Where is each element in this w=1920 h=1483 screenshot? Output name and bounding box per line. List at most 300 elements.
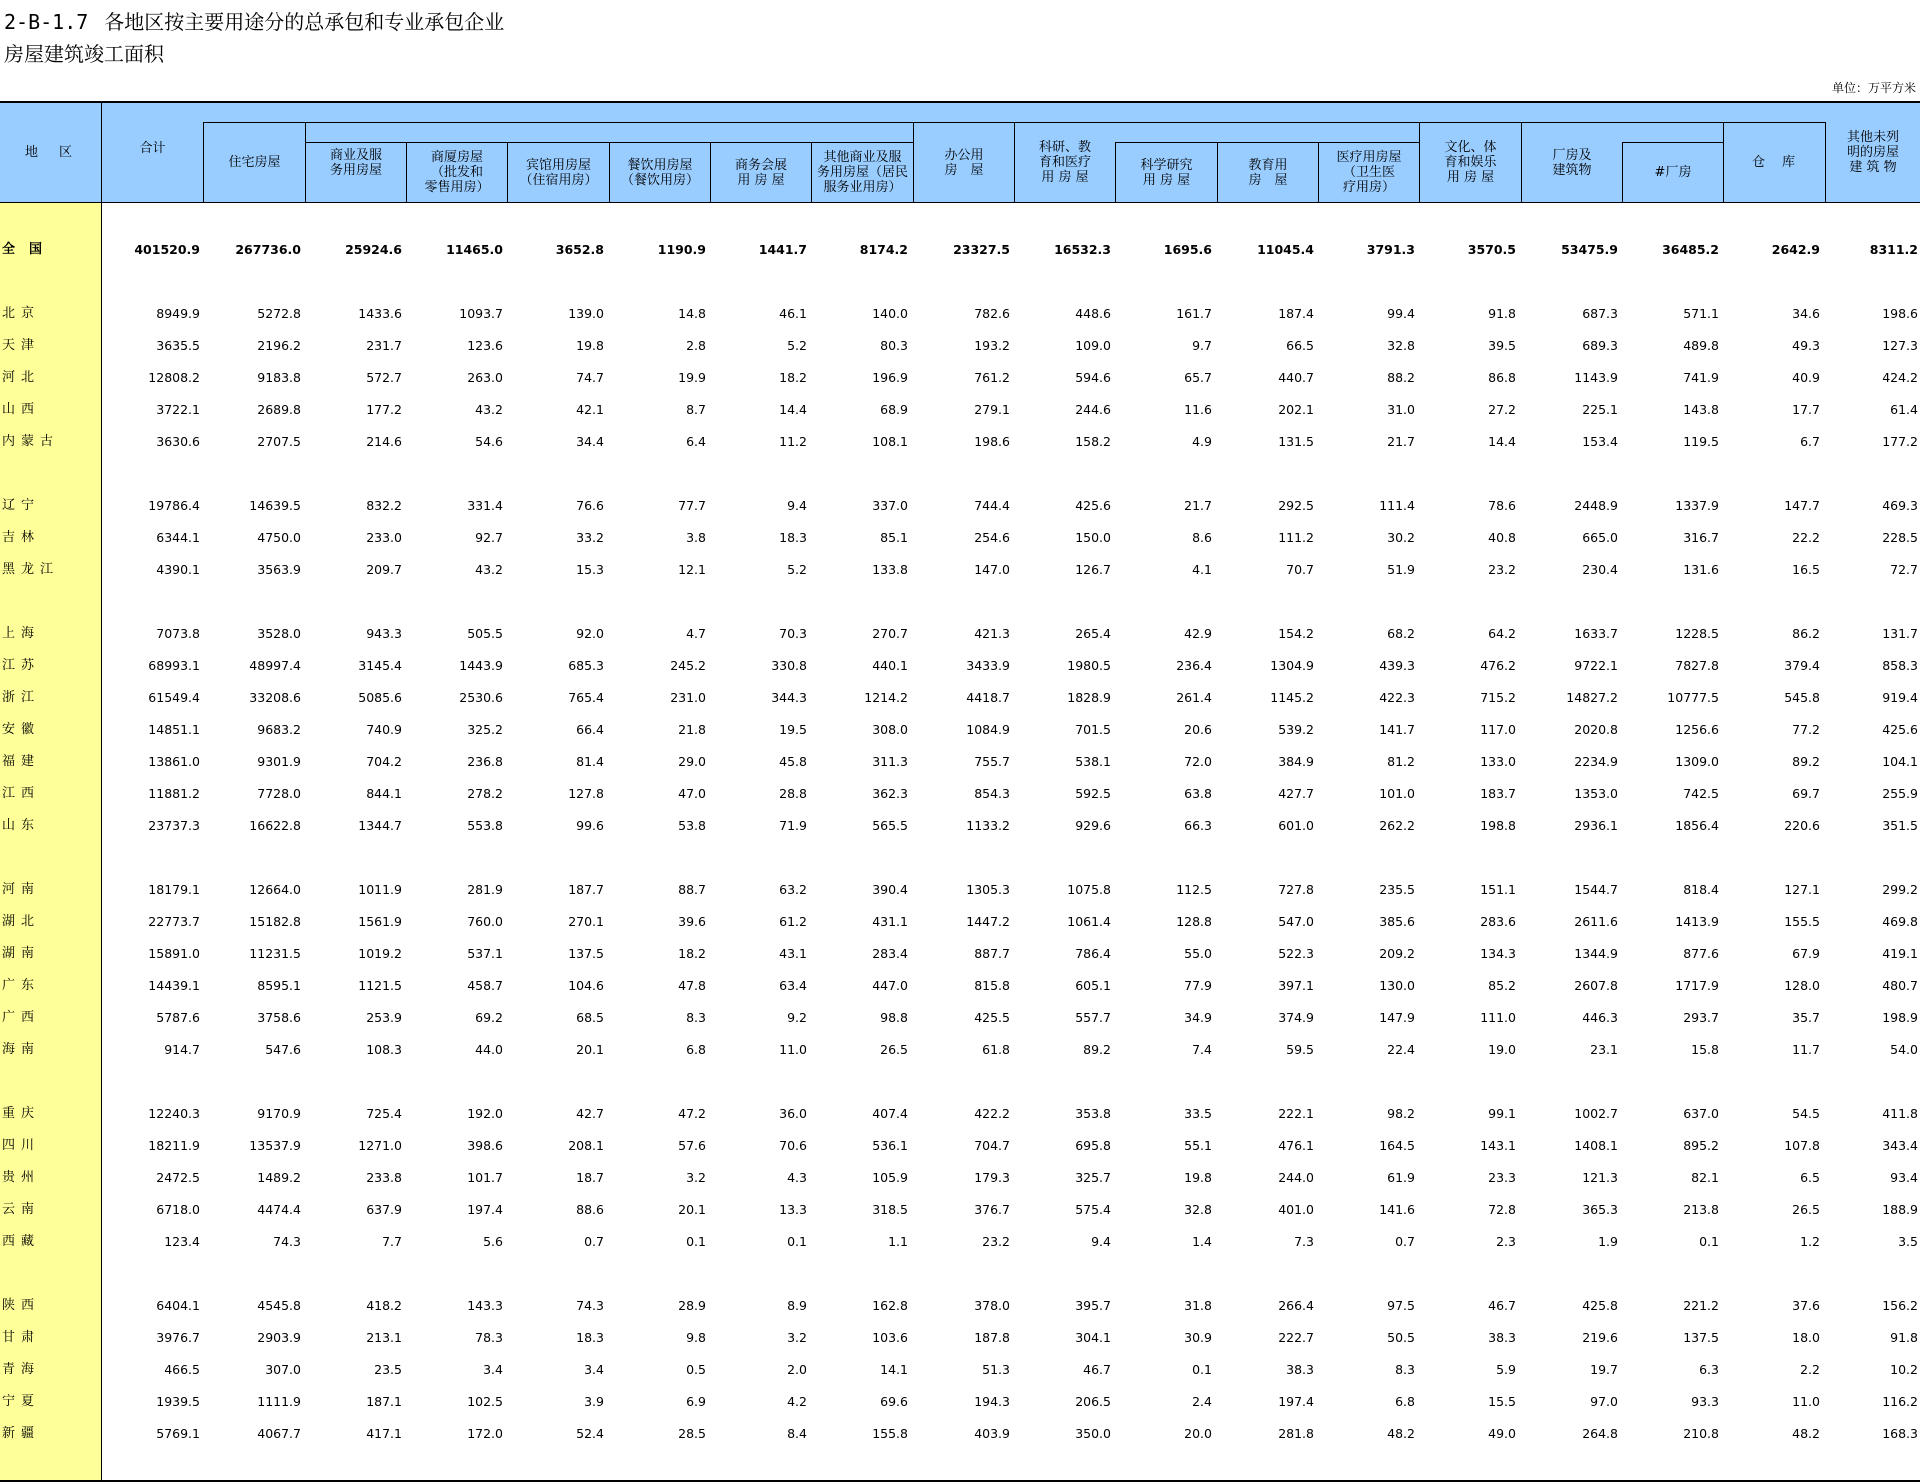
table-cell: 150.0 (1075, 530, 1111, 545)
table-cell: 11231.5 (249, 946, 301, 961)
table-cell: 74.3 (273, 1234, 301, 1249)
table-cell: 5787.6 (156, 1010, 200, 1025)
table-cell: 198.8 (1480, 818, 1516, 833)
table-cell: 147.9 (1379, 1010, 1415, 1025)
table-cell: 4474.4 (257, 1202, 301, 1217)
table-cell: 12664.0 (249, 882, 301, 897)
table-cell: 422.3 (1379, 690, 1415, 705)
table-cell: 101.0 (1379, 786, 1415, 801)
table-cell: 36.0 (779, 1106, 807, 1121)
table-cell: 43.2 (475, 562, 503, 577)
table-cell: 397.1 (1278, 978, 1314, 993)
table-cell: 39.6 (678, 914, 706, 929)
table-cell: 0.1 (686, 1234, 706, 1249)
header-sci-edu-med: 科研、教 育和医疗 用 房 屋 (1038, 140, 1091, 185)
table-cell: 20.1 (576, 1042, 604, 1057)
table-cell: 2642.9 (1771, 242, 1820, 257)
table-cell: 4.1 (1192, 562, 1212, 577)
table-cell: 139.0 (568, 306, 604, 321)
table-cell: 33208.6 (249, 690, 301, 705)
table-cell: 411.8 (1882, 1106, 1918, 1121)
table-cell: 36485.2 (1662, 242, 1719, 257)
region-label: 吉林 (2, 530, 41, 545)
table-cell: 447.0 (872, 978, 908, 993)
table-cell: 1.4 (1192, 1234, 1212, 1249)
table-cell: 5085.6 (358, 690, 402, 705)
table-cell: 704.2 (366, 754, 402, 769)
table-cell: 131.7 (1882, 626, 1918, 641)
table-cell: 279.1 (974, 402, 1010, 417)
table-cell: 1190.9 (657, 242, 706, 257)
table-cell: 198.6 (974, 434, 1010, 449)
table-cell: 47.2 (678, 1106, 706, 1121)
region-label: 河北 (2, 370, 41, 385)
table-cell: 206.5 (1075, 1394, 1111, 1409)
table-cell: 42.9 (1184, 626, 1212, 641)
table-cell: 2689.8 (257, 402, 301, 417)
header-warehouse: 仓 库 (1751, 155, 1797, 170)
table-cell: 744.4 (974, 498, 1010, 513)
table-cell: 0.5 (686, 1362, 706, 1377)
table-cell: 123.4 (164, 1234, 200, 1249)
table-cell: 316.7 (1683, 530, 1719, 545)
table-cell: 14.4 (1488, 434, 1516, 449)
table-cell: 6.5 (1800, 1170, 1820, 1185)
title-line-1: 各地区按主要用途分的总承包和专业承包企业 (104, 10, 505, 34)
table-cell: 446.3 (1582, 1010, 1618, 1025)
table-cell: 18.2 (678, 946, 706, 961)
table-cell: 7073.8 (156, 626, 200, 641)
table-cell: 35.7 (1792, 1010, 1820, 1025)
header-commercial-sub-1: 商厦房屋 （批发和 零售用房） (424, 150, 490, 195)
region-label: 云南 (2, 1202, 41, 1217)
table-cell: 11.7 (1792, 1042, 1820, 1057)
table-cell: 318.5 (872, 1202, 908, 1217)
table-cell: 89.2 (1792, 754, 1820, 769)
table-cell: 1228.5 (1675, 626, 1719, 641)
table-cell: 46.1 (779, 306, 807, 321)
table-cell: 61549.4 (148, 690, 200, 705)
table-cell: 26.5 (880, 1042, 908, 1057)
table-cell: 262.2 (1379, 818, 1415, 833)
table-cell: 6.8 (1395, 1394, 1415, 1409)
table-cell: 133.8 (872, 562, 908, 577)
table-cell: 117.0 (1480, 722, 1516, 737)
region-label: 重庆 (2, 1106, 41, 1121)
table-cell: 225.1 (1582, 402, 1618, 417)
table-cell: 40.8 (1488, 530, 1516, 545)
table-cell: 2234.9 (1574, 754, 1618, 769)
table-cell: 14439.1 (148, 978, 200, 993)
table-cell: 104.1 (1882, 754, 1918, 769)
table-cell: 379.4 (1784, 658, 1820, 673)
table-cell: 390.4 (872, 882, 908, 897)
table-cell: 760.0 (467, 914, 503, 929)
table-cell: 2.2 (1800, 1362, 1820, 1377)
table-cell: 0.1 (1699, 1234, 1719, 1249)
table-cell: 103.6 (872, 1330, 908, 1345)
table-cell: 70.6 (779, 1138, 807, 1153)
table-cell: 19.0 (1488, 1042, 1516, 1057)
header-sem-sub-3: 医疗用房屋 （卫生医 疗用房） (1336, 150, 1402, 195)
table-cell: 3563.9 (257, 562, 301, 577)
table-cell: 3635.5 (156, 338, 200, 353)
table-cell: 440.7 (1278, 370, 1314, 385)
table-cell: 20.0 (1184, 1426, 1212, 1441)
table-cell: 245.2 (670, 658, 706, 673)
table-cell: 422.2 (974, 1106, 1010, 1121)
table-cell: 343.4 (1882, 1138, 1918, 1153)
table-cell: 283.6 (1480, 914, 1516, 929)
table-cell: 108.3 (366, 1042, 402, 1057)
table-cell: 3.9 (584, 1394, 604, 1409)
region-label: 江苏 (2, 658, 41, 673)
table-cell: 536.1 (872, 1138, 908, 1153)
table-cell: 5769.1 (156, 1426, 200, 1441)
table-cell: 156.2 (1882, 1298, 1918, 1313)
table-cell: 401520.9 (134, 242, 200, 257)
table-cell: 82.1 (1691, 1170, 1719, 1185)
table-cell: 32.8 (1184, 1202, 1212, 1217)
header-commercial-sub-2: 宾馆用房屋 （住宿用房） (519, 157, 598, 188)
table-cell: 4.7 (686, 626, 706, 641)
table-cell: 188.9 (1882, 1202, 1918, 1217)
table-cell: 23.1 (1590, 1042, 1618, 1057)
table-cell: 65.7 (1184, 370, 1212, 385)
table-cell: 1353.0 (1574, 786, 1618, 801)
table-cell: 21.7 (1184, 498, 1212, 513)
table-cell: 15891.0 (148, 946, 200, 961)
table-cell: 38.3 (1488, 1330, 1516, 1345)
table-cell: 466.5 (164, 1362, 200, 1377)
table-cell: 15.3 (576, 562, 604, 577)
table-cell: 49.0 (1488, 1426, 1516, 1441)
table-cell: 2.3 (1496, 1234, 1516, 1249)
table-cell: 350.0 (1075, 1426, 1111, 1441)
table-cell: 111.2 (1278, 530, 1314, 545)
table-cell: 214.6 (366, 434, 402, 449)
table-cell: 565.5 (872, 818, 908, 833)
table-cell: 23327.5 (953, 242, 1010, 257)
table-cell: 236.8 (467, 754, 503, 769)
table-cell: 1214.2 (864, 690, 908, 705)
table-cell: 725.4 (366, 1106, 402, 1121)
table-cell: 365.3 (1582, 1202, 1618, 1217)
table-cell: 26.5 (1792, 1202, 1820, 1217)
table-cell: 270.7 (872, 626, 908, 641)
region-label: 黑龙江 (2, 562, 60, 577)
table-cell: 68.5 (576, 1010, 604, 1025)
table-cell: 2530.6 (459, 690, 503, 705)
table-cell: 140.0 (872, 306, 908, 321)
table-cell: 92.7 (475, 530, 503, 545)
table-cell: 3.2 (787, 1330, 807, 1345)
table-cell: 63.4 (779, 978, 807, 993)
table-cell: 88.6 (576, 1202, 604, 1217)
table-cell: 2020.8 (1574, 722, 1618, 737)
table-cell: 4.9 (1192, 434, 1212, 449)
table-cell: 219.6 (1582, 1330, 1618, 1345)
table-cell: 104.6 (568, 978, 604, 993)
table-cell: 1133.2 (966, 818, 1010, 833)
table-cell: 786.4 (1075, 946, 1111, 961)
table-cell: 19786.4 (148, 498, 200, 513)
table-cell: 102.5 (467, 1394, 503, 1409)
header-factory: 厂房及 建筑物 (1552, 147, 1592, 178)
table-cell: 76.6 (576, 498, 604, 513)
table-cell: 68.9 (880, 402, 908, 417)
table-cell: 384.9 (1278, 754, 1314, 769)
table-cell: 99.4 (1387, 306, 1415, 321)
table-cell: 19.7 (1590, 1362, 1618, 1377)
table-cell: 23.2 (982, 1234, 1010, 1249)
table-cell: 1002.7 (1574, 1106, 1618, 1121)
table-cell: 919.4 (1882, 690, 1918, 705)
table-cell: 69.7 (1792, 786, 1820, 801)
table-cell: 1980.5 (1067, 658, 1111, 673)
table-cell: 1121.5 (358, 978, 402, 993)
table-cell: 1309.0 (1675, 754, 1719, 769)
table-cell: 1111.9 (257, 1394, 301, 1409)
region-column-rule (101, 103, 102, 1480)
table-cell: 11881.2 (148, 786, 200, 801)
table-cell: 91.8 (1890, 1330, 1918, 1345)
table-cell: 147.0 (974, 562, 1010, 577)
table-cell: 77.2 (1792, 722, 1820, 737)
table-cell: 14827.2 (1566, 690, 1618, 705)
table-cell: 440.1 (872, 658, 908, 673)
unit-label: 单位：万平方米 (1831, 81, 1916, 95)
table-cell: 187.7 (568, 882, 604, 897)
table-cell: 7728.0 (257, 786, 301, 801)
table-cell: 11.0 (1792, 1394, 1820, 1409)
table-cell: 385.6 (1379, 914, 1415, 929)
table-cell: 1.1 (888, 1234, 908, 1249)
table-cell: 637.9 (366, 1202, 402, 1217)
table-cell: 266.4 (1278, 1298, 1314, 1313)
table-cell: 547.6 (265, 1042, 301, 1057)
table-cell: 236.4 (1176, 658, 1212, 673)
table-cell: 4067.7 (257, 1426, 301, 1441)
table-cell: 81.4 (576, 754, 604, 769)
table-cell: 592.5 (1075, 786, 1111, 801)
table-cell: 1.2 (1800, 1234, 1820, 1249)
table-cell: 9.2 (787, 1010, 807, 1025)
table-cell: 8595.1 (257, 978, 301, 993)
table-cell: 98.2 (1387, 1106, 1415, 1121)
table-cell: 261.4 (1176, 690, 1212, 705)
table-cell: 895.2 (1683, 1138, 1719, 1153)
table-cell: 72.8 (1488, 1202, 1516, 1217)
table-cell: 51.3 (982, 1362, 1010, 1377)
table-cell: 3652.8 (555, 242, 604, 257)
table-cell: 111.0 (1480, 1010, 1516, 1025)
table-cell: 107.8 (1784, 1138, 1820, 1153)
table-cell: 34.9 (1184, 1010, 1212, 1025)
table-cell: 39.5 (1488, 338, 1516, 353)
table-cell: 4390.1 (156, 562, 200, 577)
table-cell: 54.5 (1792, 1106, 1820, 1121)
table-cell: 4545.8 (257, 1298, 301, 1313)
table-cell: 210.8 (1683, 1426, 1719, 1441)
table-cell: 50.5 (1387, 1330, 1415, 1345)
table-cell: 43.1 (779, 946, 807, 961)
table-cell: 72.7 (1890, 562, 1918, 577)
table-cell: 1695.6 (1163, 242, 1212, 257)
table-cell: 61.4 (1890, 402, 1918, 417)
table-cell: 308.0 (872, 722, 908, 737)
table-cell: 20.6 (1184, 722, 1212, 737)
table-cell: 18.3 (779, 530, 807, 545)
region-label: 上海 (2, 626, 41, 641)
table-cell: 2.8 (686, 338, 706, 353)
table-cell: 14851.1 (148, 722, 200, 737)
table-cell: 177.2 (1882, 434, 1918, 449)
header-sem-sub-1: 科学研究 用 房 屋 (1140, 157, 1193, 188)
table-cell: 49.3 (1792, 338, 1820, 353)
table-cell: 425.5 (974, 1010, 1010, 1025)
table-cell: 12808.2 (148, 370, 200, 385)
table-cell: 9.4 (787, 498, 807, 513)
table-cell: 431.1 (872, 914, 908, 929)
table-cell: 14.1 (880, 1362, 908, 1377)
table-cell: 121.3 (1582, 1170, 1618, 1185)
page-subtitle: 房屋建筑竣工面积 (4, 42, 164, 66)
table-cell: 1337.9 (1675, 498, 1719, 513)
table-cell: 72.0 (1184, 754, 1212, 769)
table-cell: 196.9 (872, 370, 908, 385)
table-cell: 887.7 (974, 946, 1010, 961)
table-cell: 6.7 (1800, 434, 1820, 449)
table-cell: 13537.9 (249, 1138, 301, 1153)
table-cell: 17.7 (1792, 402, 1820, 417)
table-cell: 4750.0 (257, 530, 301, 545)
table-cell: 376.7 (974, 1202, 1010, 1217)
table-cell: 594.6 (1075, 370, 1111, 385)
table-cell: 5.9 (1496, 1362, 1516, 1377)
table-cell: 18.2 (779, 370, 807, 385)
table-cell: 78.3 (475, 1330, 503, 1345)
table-cell: 858.3 (1882, 658, 1918, 673)
table-cell: 9.8 (686, 1330, 706, 1345)
table-cell: 137.5 (568, 946, 604, 961)
table-cell: 6344.1 (156, 530, 200, 545)
table-cell: 11.0 (779, 1042, 807, 1057)
table-cell: 2472.5 (156, 1170, 200, 1185)
table-cell: 3145.4 (358, 658, 402, 673)
table-cell: 3.4 (483, 1362, 503, 1377)
table-cell: 55.1 (1184, 1138, 1212, 1153)
table-cell: 131.5 (1278, 434, 1314, 449)
region-label: 新疆 (2, 1426, 41, 1441)
table-cell: 51.9 (1387, 562, 1415, 577)
table-code: 2-B-1.7 (4, 10, 89, 34)
table-cell: 22.2 (1792, 530, 1820, 545)
region-label: 宁夏 (2, 1394, 41, 1409)
table-cell: 1093.7 (459, 306, 503, 321)
region-label: 河南 (2, 882, 41, 897)
table-cell: 61.2 (779, 914, 807, 929)
table-cell: 202.1 (1278, 402, 1314, 417)
table-cell: 128.8 (1176, 914, 1212, 929)
table-cell: 222.7 (1278, 1330, 1314, 1345)
table-cell: 133.0 (1480, 754, 1516, 769)
table-cell: 85.2 (1488, 978, 1516, 993)
table-cell: 1441.7 (758, 242, 807, 257)
table-cell: 283.4 (872, 946, 908, 961)
table-cell: 5.2 (787, 562, 807, 577)
table-cell: 1489.2 (257, 1170, 301, 1185)
table-cell: 3.4 (584, 1362, 604, 1377)
table-cell: 88.2 (1387, 370, 1415, 385)
table-cell: 70.3 (779, 626, 807, 641)
table-cell: 1143.9 (1574, 370, 1618, 385)
table-cell: 28.8 (779, 786, 807, 801)
table-cell: 398.6 (467, 1138, 503, 1153)
table-cell: 22773.7 (148, 914, 200, 929)
table-cell: 32.8 (1387, 338, 1415, 353)
table-cell: 233.0 (366, 530, 402, 545)
table-cell: 425.6 (1075, 498, 1111, 513)
table-cell: 74.3 (576, 1298, 604, 1313)
header-commercial-sub-4: 商务会展 用 房 屋 (734, 157, 787, 188)
table-cell: 877.6 (1683, 946, 1719, 961)
table-cell: 213.1 (366, 1330, 402, 1345)
table-cell: 13861.0 (148, 754, 200, 769)
table-cell: 2.4 (1192, 1394, 1212, 1409)
table-cell: 89.2 (1083, 1042, 1111, 1057)
table-cell: 221.2 (1683, 1298, 1719, 1313)
table-cell: 4.3 (787, 1170, 807, 1185)
table-cell: 3570.5 (1467, 242, 1516, 257)
table-cell: 5.2 (787, 338, 807, 353)
header-factory-sub: #厂房 (1654, 165, 1692, 180)
region-label: 海南 (2, 1042, 41, 1057)
table-cell: 439.3 (1379, 658, 1415, 673)
table-cell: 353.8 (1075, 1106, 1111, 1121)
table-cell: 1633.7 (1574, 626, 1618, 641)
table-cell: 253.9 (366, 1010, 402, 1025)
table-cell: 222.1 (1278, 1106, 1314, 1121)
table-cell: 42.1 (576, 402, 604, 417)
table-cell: 183.7 (1480, 786, 1516, 801)
table-cell: 1344.7 (358, 818, 402, 833)
region-label: 天津 (2, 338, 41, 353)
table-cell: 71.9 (779, 818, 807, 833)
table-cell: 28.5 (678, 1426, 706, 1441)
table-cell: 31.0 (1387, 402, 1415, 417)
table-cell: 263.0 (467, 370, 503, 385)
table-cell: 469.3 (1882, 498, 1918, 513)
table-cell: 421.3 (974, 626, 1010, 641)
table-cell: 6.8 (686, 1042, 706, 1057)
table-cell: 77.9 (1184, 978, 1212, 993)
table-cell: 1084.9 (966, 722, 1010, 737)
region-label: 甘肃 (2, 1330, 41, 1345)
table-cell: 1061.4 (1067, 914, 1111, 929)
table-cell: 7.4 (1192, 1042, 1212, 1057)
table-cell: 267736.0 (235, 242, 301, 257)
table-cell: 54.0 (1890, 1042, 1918, 1057)
table-cell: 93.4 (1890, 1170, 1918, 1185)
table-cell: 685.3 (568, 658, 604, 673)
table-cell: 108.1 (872, 434, 908, 449)
table-cell: 233.8 (366, 1170, 402, 1185)
table-cell: 2196.2 (257, 338, 301, 353)
table-cell: 48.2 (1387, 1426, 1415, 1441)
table-cell: 33.5 (1184, 1106, 1212, 1121)
table-cell: 33.2 (576, 530, 604, 545)
